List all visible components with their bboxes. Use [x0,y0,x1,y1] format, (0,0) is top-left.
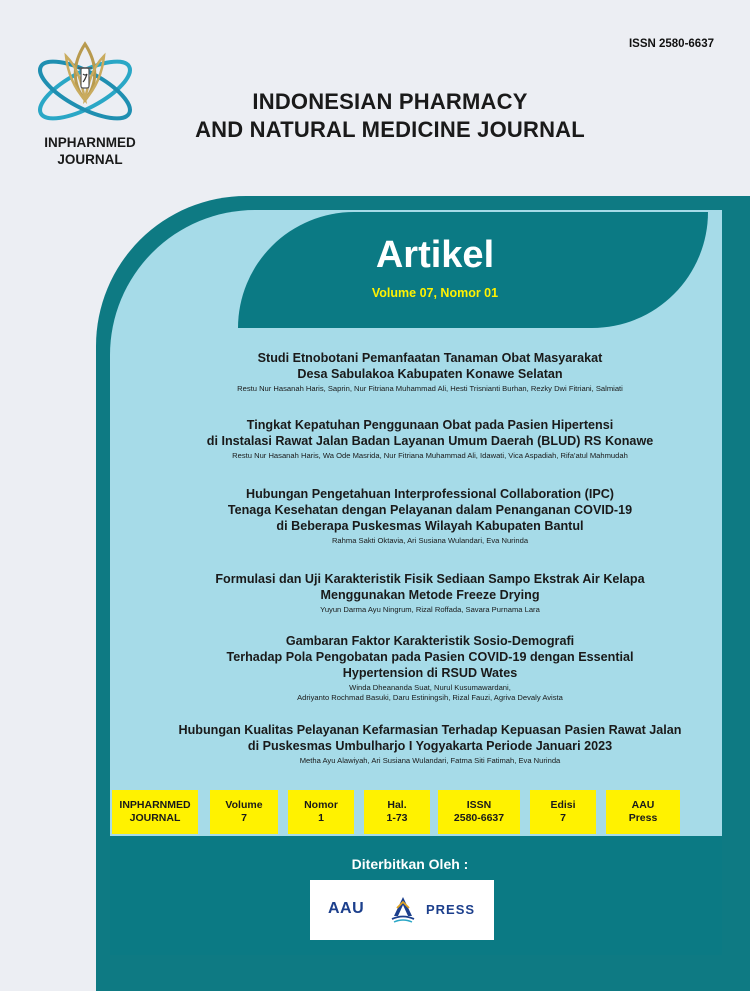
article-title [140,417,720,449]
info-box-nomor [288,790,354,834]
info-box-value: 7 [560,812,566,824]
article-authors [140,451,720,461]
article-authors-line: Yuyun Darma Ayu Ningrum, Rizal Roffada, Savara Purnama Lara [320,605,540,614]
journal-title-line2: AND NATURAL MEDICINE JOURNAL [195,117,585,142]
article-2 [140,417,720,461]
logo-text-line1: INPHARNMED [44,135,136,150]
article-5 [140,633,720,703]
article-authors-line: Adriyanto Rochmad Basuki, Daru Estiningsih, Rizal Fauzi, Agriva Devaly Avista [297,693,563,702]
published-by-label: Diterbitkan Oleh : [351,856,469,872]
publisher-name-left: AAU [328,900,365,917]
article-authors [140,536,720,546]
publisher-name-right: PRESS [426,902,476,917]
journal-title-line1: INDONESIAN PHARMACY [252,89,528,114]
article-4 [140,571,720,615]
info-box-label: ISSN [466,799,492,811]
info-box-label: Hal. [387,799,407,811]
info-box-value: 1 [318,812,324,824]
article-3 [140,486,720,546]
journal-title [170,88,610,144]
logo-text-line2: JOURNAL [57,152,123,167]
info-box-label: Nomor [304,799,338,811]
article-authors-line: Winda Dheananda Suat, Nurul Kusumawardani, [349,683,511,692]
article-authors-line: Metha Ayu Alawiyah, Ari Susiana Wulandari, Fatma Siti Fatimah, Eva Nurinda [299,756,561,765]
info-box-label: AAU [631,799,655,811]
article-title [140,633,720,681]
info-box-volume [210,790,278,834]
banner-title: Artikel [375,234,495,276]
article-title-line: Hubungan Pengetahuan Interprofessional Collaboration (IPC) [245,487,615,501]
article-authors-line: Restu Nur Hasanah Haris, Saprin, Nur Fitriana Muhammad Ali, Hesti Trisnianti Burhan, Rezky Dwi Fitriani, Salmiati [237,384,623,393]
article-title-line: Desa Sabulakoa Kabupaten Konawe Selatan [297,367,563,381]
article-title-line: Formulasi dan Uji Karakteristik Fisik Sediaan Sampo Ekstrak Air Kelapa [215,572,645,586]
article-title [140,350,720,382]
info-box-issn [438,790,520,834]
article-authors [140,756,720,766]
info-box-value: 7 [241,812,247,824]
article-title-line: Terhadap Pola Pengobatan pada Pasien COVID-19 dengan Essential [226,650,634,664]
info-box-label: Volume [225,799,263,811]
article-authors-line: Restu Nur Hasanah Haris, Wa Ode Masrida, Nur Fitriana Muhammad Ali, Idawati, Vica Aspadiah, Rifa'atul Mahmudah [232,451,628,460]
logo-text [20,134,160,168]
article-1 [140,350,720,394]
decor-bottom-bar [96,955,750,991]
info-box-value: Press [628,812,658,824]
info-box-hal [364,790,430,834]
article-title [140,722,720,754]
article-authors-line: Rahma Sakti Oktavia, Ari Susiana Wulandari, Eva Nurinda [331,536,529,545]
journal-logo-icon [28,38,142,134]
article-title-line: Hubungan Kualitas Pelayanan Kefarmasian Terhadap Kepuasan Pasien Rawat Jalan [178,723,682,737]
publisher-logo-box [310,880,494,940]
publisher-emblem-icon [388,894,418,924]
info-box-label: Edisi [550,799,576,811]
article-title-line: Tenaga Kesehatan dengan Pelayanan dalam Penanganan COVID-19 [227,503,633,517]
info-box-edisi [530,790,596,834]
info-box-journal [112,790,198,834]
article-title [140,571,720,603]
article-authors [140,683,720,703]
info-box-value: 1-73 [386,812,408,824]
volume-number: Volume 07, Nomor 01 [371,286,499,300]
info-box-value: 2580-6637 [453,812,505,824]
article-title-line: Menggunakan Metode Freeze Drying [320,588,540,602]
info-box-label: INPHARNMED [119,799,191,811]
article-6 [140,722,720,766]
article-title-line: Tingkat Kepatuhan Penggunaan Obat pada Pasien Hipertensi [246,418,614,432]
issn-label: ISSN 2580-6637 [628,38,714,50]
article-title-line: Studi Etnobotani Pemanfaatan Tanaman Obat Masyarakat [257,351,603,365]
article-title-line: Gambaran Faktor Karakteristik Sosio-Demografi [285,634,575,648]
info-box-publisher [606,790,680,834]
info-box-row [110,790,722,834]
article-title [140,486,720,534]
article-authors [140,384,720,394]
article-title-line: Hypertension di RSUD Wates [342,666,518,680]
article-title-line: di Puskesmas Umbulharjo I Yogyakarta Periode Januari 2023 [247,739,613,753]
info-box-value: JOURNAL [129,812,181,824]
article-title-line: di Instalasi Rawat Jalan Badan Layanan Umum Daerah (BLUD) RS Konawe [206,434,654,448]
article-authors [140,605,720,615]
article-title-line: di Beberapa Puskesmas Wilayah Kabupaten Bantul [276,519,584,533]
